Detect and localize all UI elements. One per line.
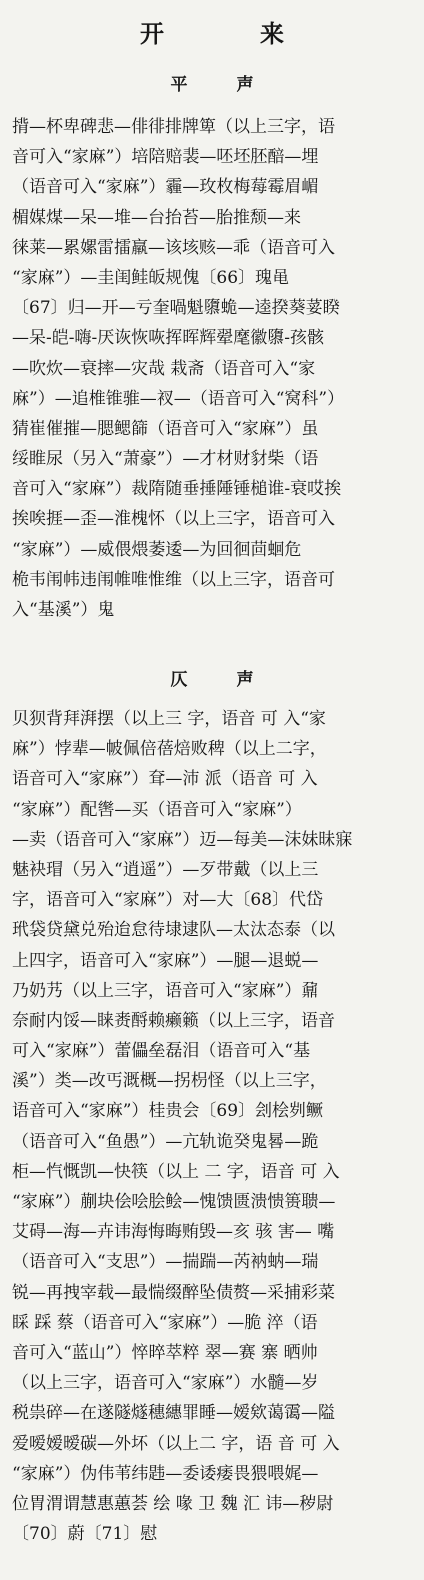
text-line: 锐—再拽宰载—最惴缀醉坠债赘—采捕彩菜 bbox=[12, 1282, 335, 1303]
text-line: 桅韦闱帏违闱帷唯惟维（以上三字，语音可 bbox=[12, 569, 335, 590]
text-line: 揹—杯卑碑悲—俳徘排牌箄（以上三字，语 bbox=[12, 117, 335, 137]
text-line: 可入“家麻”）蕾儡垒磊泪（语音可入“基 bbox=[12, 1041, 311, 1062]
text-line: （语音可入“家麻”）霾—玫枚梅莓霉眉嵋 bbox=[12, 177, 319, 198]
text-line: “家麻”）—圭闺鲑皈规傀〔66〕瑰黾 bbox=[12, 267, 290, 288]
page-title: 开 来 bbox=[140, 19, 320, 48]
section-body-ze bbox=[12, 704, 410, 1549]
text-line: —呆-皑-嗨-厌诙恢咴挥晖辉翚麾徽隳-孩骸 bbox=[12, 328, 324, 349]
text-line: 音可入“蓝山”）悴晬萃粹 翠—赛 寨 晒帅 bbox=[12, 1342, 318, 1363]
text-line: 〔67〕归—开—亏奎喎魁隳蛫—逵揆葵荽睽 bbox=[12, 298, 340, 319]
text-line: （以上三字，语音可入“家麻”）水髓—岁 bbox=[12, 1373, 319, 1394]
text-line: 猜崔催摧—腮鳃篩（语音可入“家麻”）虽 bbox=[12, 418, 319, 439]
text-line: “家麻”）配辔—买（语音可入“家麻”） bbox=[12, 799, 302, 820]
text-line: 楣媒煤—呆—堆—台抬苔—胎推颓—来 bbox=[12, 207, 301, 228]
text-line: 税祟碎—在遂隧燧穗繐罪睡—嫒欸蔼霭—隘 bbox=[12, 1403, 335, 1424]
text-line: 艾碍—海—卉讳海悔晦贿毁—亥 骇 害— 嘴 bbox=[12, 1222, 335, 1243]
text-line: 语音可入“家麻”）耷—沛 派（语音 可 入 bbox=[12, 769, 318, 790]
section-heading-ping: 平 声 bbox=[170, 75, 270, 95]
text-line: —吹炊—衰摔—灾哉 栽斋（语音可入“家 bbox=[12, 358, 316, 379]
text-line: 麻”）—追椎锥骓—衩—（语音可入“窝科”） bbox=[12, 388, 345, 409]
text-line: 睬 踩 蔡（语音可入“家麻”）—脆 淬（语 bbox=[12, 1312, 318, 1333]
text-line: 挨唉捱—歪—淮槐怀（以上三字，语音可入 bbox=[12, 509, 335, 530]
text-line: 贝狈背拜湃摆（以上三 字，语音 可 入“家 bbox=[12, 709, 326, 729]
text-line: —卖（语音可入“家麻”）迈—每美—沫妹昧寐 bbox=[12, 829, 353, 850]
text-line: 〔70〕蔚〔71〕慰 bbox=[12, 1524, 158, 1545]
text-line: 溪”）类—改丐溉概—拐枴怪（以上三字， bbox=[12, 1071, 327, 1092]
section-heading-ze: 仄 声 bbox=[170, 670, 270, 690]
text-line: “家麻”）—威偎煨萎逶—为回徊茴蛔危 bbox=[12, 539, 302, 560]
text-line: 柜—忾慨凯—快筷（以上 二 字，语音 可 入 bbox=[12, 1161, 340, 1182]
text-line: 爱嗳嫒暧碳—外坏（以上二 字，语 音 可 入 bbox=[12, 1433, 340, 1454]
text-line: 绥睢尿（另入“萧豪”）—才材财豺柴（语 bbox=[12, 449, 319, 470]
text-line: 音可入“家麻”）裁隋随垂捶陲锤槌谁-衰哎挨 bbox=[12, 479, 342, 500]
text-line: 入“基溪”）鬼 bbox=[12, 600, 115, 620]
text-line: “家麻”）蒯块侩哙脍鲙—愧馈匮溃愦篑聩— bbox=[12, 1192, 336, 1212]
text-line: 乃奶艿（以上三字，语音可入“家麻”）鼐 bbox=[12, 980, 319, 1001]
text-line: （语音可入“鱼愚”）—亢轨诡癸鬼晷—跪 bbox=[12, 1131, 319, 1152]
text-line: 奈耐内馁—睐赉酹赖癞籁（以上三字，语音 bbox=[12, 1010, 335, 1031]
section-body-ping bbox=[12, 112, 410, 625]
text-line: 位胃渭谓慧惠蕙荟 绘 喙 卫 魏 汇 讳—秽尉 bbox=[12, 1493, 334, 1514]
text-line: 魅袂瑁（另入“逍遥”）—歹带戴（以上三 bbox=[12, 859, 319, 880]
text-line: 麻”）悖辈—帔佩倍蓓焙败稗（以上二字， bbox=[12, 739, 327, 760]
text-line: 徕莱—累嫘雷擂羸—该垓赅—乖（语音可入 bbox=[12, 237, 335, 258]
text-line: （语音可入“支思”）—揣踹—芮衲蚋—瑞 bbox=[12, 1252, 319, 1273]
text-line: “家麻”）伪伟苇纬韪—委诿痿畏猥喂娓— bbox=[12, 1463, 319, 1484]
text-line: 玳袋贷黛兑殆迨怠待埭逮队—太汰态泰（以 bbox=[12, 920, 335, 941]
text-line: 语音可入“家麻”）桂贵会〔69〕刽桧刿鳜 bbox=[12, 1101, 324, 1122]
text-line: 字，语音可入“家麻”）对—大〔68〕代岱 bbox=[12, 890, 324, 911]
text-line: 上四字，语音可入“家麻”）—腿—退蜕— bbox=[12, 950, 319, 971]
text-line: 音可入“家麻”）培陪赔裴—呸坯胚醅—埋 bbox=[12, 147, 319, 168]
